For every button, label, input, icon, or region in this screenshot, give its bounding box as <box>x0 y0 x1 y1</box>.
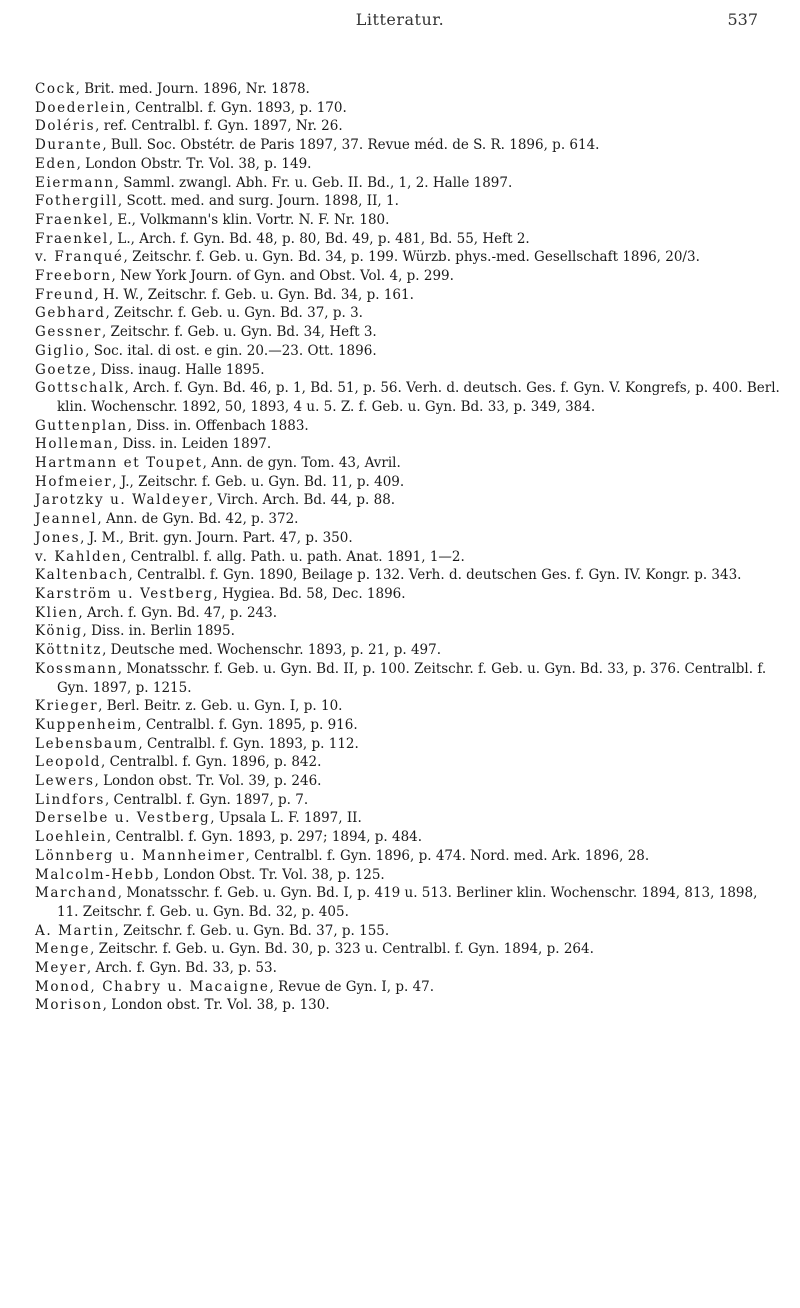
running-title: Litteratur. <box>355 10 445 29</box>
reference-details: , Zeitschr. f. Geb. u. Gyn. Bd. 30, p. 323 u. Centralbl. f. Gyn. 1894, p. 264. <box>90 941 594 958</box>
reference-author: Jeannel <box>35 511 98 528</box>
reference-entry <box>35 978 780 997</box>
reference-entry <box>35 529 780 548</box>
reference-author: Guttenplan <box>35 417 128 434</box>
reference-author: A. Martin <box>35 922 115 939</box>
reference-entry <box>35 510 780 529</box>
reference-details: , Scott. med. and surg. Journ. 1898, II, 1. <box>117 193 399 210</box>
reference-details: , Arch. f. Gyn. Bd. 33, p. 53. <box>86 960 277 977</box>
reference-details: , Arch. f. Gyn. Bd. 46, p. 1, Bd. 51, p. 56. Verh. d. deutsch. Ges. f. Gyn. V. Kongrefs, p. 400. Berl. klin. Wochenschr. 1892, 50, 1893, 4 u. 5. Z. f. Geb. u. Gyn. Bd. 33, p. 349, 384. <box>57 380 780 415</box>
reference-author: Fraenkel <box>35 211 109 228</box>
reference-author: Hofmeier <box>35 473 113 490</box>
reference-author: Malcolm-Hebb <box>35 866 155 883</box>
reference-entry <box>35 548 780 567</box>
reference-author: Jones <box>35 529 81 546</box>
reference-details: , London Obstr. Tr. Vol. 38, p. 149. <box>76 155 312 172</box>
reference-details: , Centralbl. f. Gyn. 1893, p. 297; 1894, p. 484. <box>106 829 423 846</box>
reference-entry <box>35 323 780 342</box>
reference-details: , Zeitschr. f. Geb. u. Gyn. Bd. 34, p. 199. Würzb. phys.-med. Gesellschaft 1896, 20/3. <box>123 249 700 266</box>
reference-author: Freund <box>35 286 95 303</box>
reference-author: v. Franqué <box>35 249 124 266</box>
reference-details: , L., Arch. f. Gyn. Bd. 48, p. 80, Bd. 49, p. 481, Bd. 55, Heft 2. <box>108 230 530 247</box>
reference-details: , J., Zeitschr. f. Geb. u. Gyn. Bd. 11, p. 409. <box>112 473 405 490</box>
reference-entry <box>35 342 780 361</box>
reference-author: Doléris <box>35 118 96 135</box>
reference-entry <box>35 716 780 735</box>
reference-entry <box>35 174 780 193</box>
reference-author: Krieger <box>35 698 99 715</box>
reference-entry <box>35 809 780 828</box>
reference-author: Freeborn <box>35 268 112 285</box>
reference-details: , London obst. Tr. Vol. 39, p. 246. <box>94 773 322 790</box>
reference-entry <box>35 641 780 660</box>
reference-entry <box>35 304 780 323</box>
reference-details: , Centralbl. f. Gyn. 1896, p. 474. Nord. med. Ark. 1896, 28. <box>245 847 650 864</box>
reference-entry <box>35 99 780 118</box>
reference-author: v. Kahlden <box>35 548 123 565</box>
reference-details: , Centralbl. f. allg. Path. u. path. Anat. 1891, 1—2. <box>122 548 465 565</box>
reference-author: Cock <box>35 81 76 97</box>
reference-details: , Diss. in. Offenbach 1883. <box>127 417 309 434</box>
reference-list <box>35 80 780 1015</box>
reference-author: Holleman <box>35 436 114 453</box>
reference-details: , Zeitschr. f. Geb. u. Gyn. Bd. 34, Heft 3. <box>101 324 377 341</box>
reference-entry <box>35 417 780 436</box>
reference-details: , Virch. Arch. Bd. 44, p. 88. <box>208 492 396 509</box>
reference-author: Lewers <box>35 773 95 790</box>
reference-author: Monod, Chabry u. Macaigne <box>35 978 270 995</box>
reference-details: , H. W., Zeitschr. f. Geb. u. Gyn. Bd. 34, p. 161. <box>94 286 414 303</box>
reference-author: Eden <box>35 155 77 172</box>
reference-details: , London obst. Tr. Vol. 38, p. 130. <box>102 997 330 1014</box>
reference-entry <box>35 791 780 810</box>
reference-details: , E., Volkmann's klin. Vortr. N. F. Nr. 180. <box>108 211 390 228</box>
reference-author: Kaltenbach <box>35 567 129 584</box>
reference-entry <box>35 454 780 473</box>
reference-author: Gebhard <box>35 305 106 322</box>
reference-author: Fothergill <box>35 193 118 210</box>
reference-details: , Centralbl. f. Gyn. 1890, Beilage p. 132. Verh. d. deutschen Ges. f. Gyn. IV. Kongr. p. 343. <box>128 567 742 584</box>
reference-entry <box>35 248 780 267</box>
reference-author: Karström u. Vestberg <box>35 585 214 602</box>
reference-author: Hartmann et Toupet <box>35 455 203 472</box>
reference-details: , Zeitschr. f. Geb. u. Gyn. Bd. 37, p. 155. <box>114 922 390 939</box>
reference-author: Gessner <box>35 324 102 341</box>
reference-details: , Centralbl. f. Gyn. 1895, p. 916. <box>137 716 358 733</box>
reference-entry <box>35 211 780 230</box>
reference-entry <box>35 772 780 791</box>
reference-entry <box>35 230 780 249</box>
reference-author: Kossmann <box>35 660 118 677</box>
reference-author: Köttnitz <box>35 642 103 659</box>
reference-author: Lebensbaum <box>35 735 139 752</box>
reference-details: , Centralbl. f. Gyn. 1893, p. 112. <box>138 735 359 752</box>
reference-details: , London Obst. Tr. Vol. 38, p. 125. <box>154 866 385 883</box>
reference-entry <box>35 753 780 772</box>
reference-entry <box>35 361 780 380</box>
reference-entry <box>35 286 780 305</box>
reference-details: , Centralbl. f. Gyn. 1897, p. 7. <box>104 791 309 808</box>
reference-details: , Zeitschr. f. Geb. u. Gyn. Bd. 37, p. 3. <box>105 305 363 322</box>
reference-details: , Ann. de gyn. Tom. 43, Avril. <box>202 455 401 472</box>
reference-details: , Centralbl. f. Gyn. 1893, p. 170. <box>126 99 347 116</box>
reference-author: Loehlein <box>35 829 107 846</box>
reference-entry <box>35 80 780 99</box>
reference-author: Derselbe u. Vestberg <box>35 810 211 827</box>
reference-author: Kuppenheim <box>35 716 138 733</box>
reference-details: , Revue de Gyn. I, p. 47. <box>269 978 435 995</box>
reference-author: Giglio <box>35 342 86 359</box>
reference-entry <box>35 379 780 416</box>
reference-author: Gottschalk <box>35 380 125 397</box>
reference-entry <box>35 622 780 641</box>
reference-entry <box>35 155 780 174</box>
reference-author: Menge <box>35 941 91 958</box>
reference-entry <box>35 585 780 604</box>
reference-entry <box>35 192 780 211</box>
reference-details: , Arch. f. Gyn. Bd. 47, p. 243. <box>78 604 278 621</box>
reference-entry <box>35 117 780 136</box>
reference-author: König <box>35 623 83 640</box>
reference-details: , Bull. Soc. Obstétr. de Paris 1897, 37. Revue méd. de S. R. 1896, p. 614. <box>102 137 600 154</box>
reference-entry <box>35 847 780 866</box>
reference-entry <box>35 660 780 697</box>
reference-entry <box>35 884 780 921</box>
page-header <box>0 10 800 32</box>
reference-author: Durante <box>35 137 103 154</box>
reference-entry <box>35 491 780 510</box>
reference-entry <box>35 940 780 959</box>
reference-details: , Diss. inaug. Halle 1895. <box>92 361 265 378</box>
reference-author: Leopold <box>35 754 102 771</box>
reference-entry <box>35 697 780 716</box>
reference-author: Jarotzky u. Waldeyer <box>35 492 209 509</box>
reference-details: , Upsala L. F. 1897, II. <box>210 810 362 827</box>
reference-entry <box>35 473 780 492</box>
reference-entry <box>35 435 780 454</box>
reference-entry <box>35 922 780 941</box>
reference-author: Goetze <box>35 361 93 378</box>
reference-author: Morison <box>35 997 103 1014</box>
reference-details: , Centralbl. f. Gyn. 1896, p. 842. <box>101 754 322 771</box>
reference-details: , Ann. de Gyn. Bd. 42, p. 372. <box>97 511 299 528</box>
reference-author: Lindfors <box>35 791 105 808</box>
reference-entry <box>35 267 780 286</box>
reference-entry <box>35 136 780 155</box>
reference-details: , Monatsschr. f. Geb. u. Gyn. Bd. I, p. 419 u. 513. Berliner klin. Wochenschr. 1894, 813, 1898, 11. Zeitschr. f. Geb. u. Gyn. Bd. 32, p. 405. <box>57 885 758 920</box>
page-number: 537 <box>727 10 758 29</box>
reference-author: Fraenkel <box>35 230 109 247</box>
reference-author: Marchand <box>35 885 118 902</box>
reference-details: , J. M., Brit. gyn. Journ. Part. 47, p. 350. <box>80 529 353 546</box>
reference-details: , Berl. Beitr. z. Geb. u. Gyn. I, p. 10. <box>98 698 343 715</box>
reference-entry <box>35 566 780 585</box>
reference-entry <box>35 996 780 1015</box>
reference-details: , Monatsschr. f. Geb. u. Gyn. Bd. II, p. 100. Zeitschr. f. Geb. u. Gyn. Bd. 33, p. 376. Centralbl. f. Gyn. 1897, p. 1215. <box>57 660 767 696</box>
reference-author: Klien <box>35 604 79 621</box>
reference-author: Eiermann <box>35 174 115 191</box>
reference-details: , Samml. zwangl. Abh. Fr. u. Geb. II. Bd., 1, 2. Halle 1897. <box>114 174 513 191</box>
reference-details: , Diss. in. Berlin 1895. <box>82 623 235 640</box>
reference-author: Lönnberg u. Mannheimer <box>35 847 246 864</box>
reference-details: , Deutsche med. Wochenschr. 1893, p. 21, p. 497. <box>102 642 442 659</box>
reference-entry <box>35 604 780 623</box>
reference-author: Meyer <box>35 960 87 977</box>
reference-details: , Soc. ital. di ost. e gin. 20.—23. Ott. 1896. <box>85 342 377 359</box>
reference-entry <box>35 828 780 847</box>
reference-details: , New York Journ. of Gyn. and Obst. Vol. 4, p. 299. <box>111 268 454 285</box>
reference-details: , Diss. in. Leiden 1897. <box>113 436 272 453</box>
reference-details: , Brit. med. Journ. 1896, Nr. 1878. <box>75 81 310 97</box>
reference-entry <box>35 735 780 754</box>
reference-entry <box>35 866 780 885</box>
reference-details: , Hygiea. Bd. 58, Dec. 1896. <box>213 585 406 602</box>
reference-author: Doederlein <box>35 99 127 116</box>
reference-details: , ref. Centralbl. f. Gyn. 1897, Nr. 26. <box>95 118 343 135</box>
reference-entry <box>35 959 780 978</box>
